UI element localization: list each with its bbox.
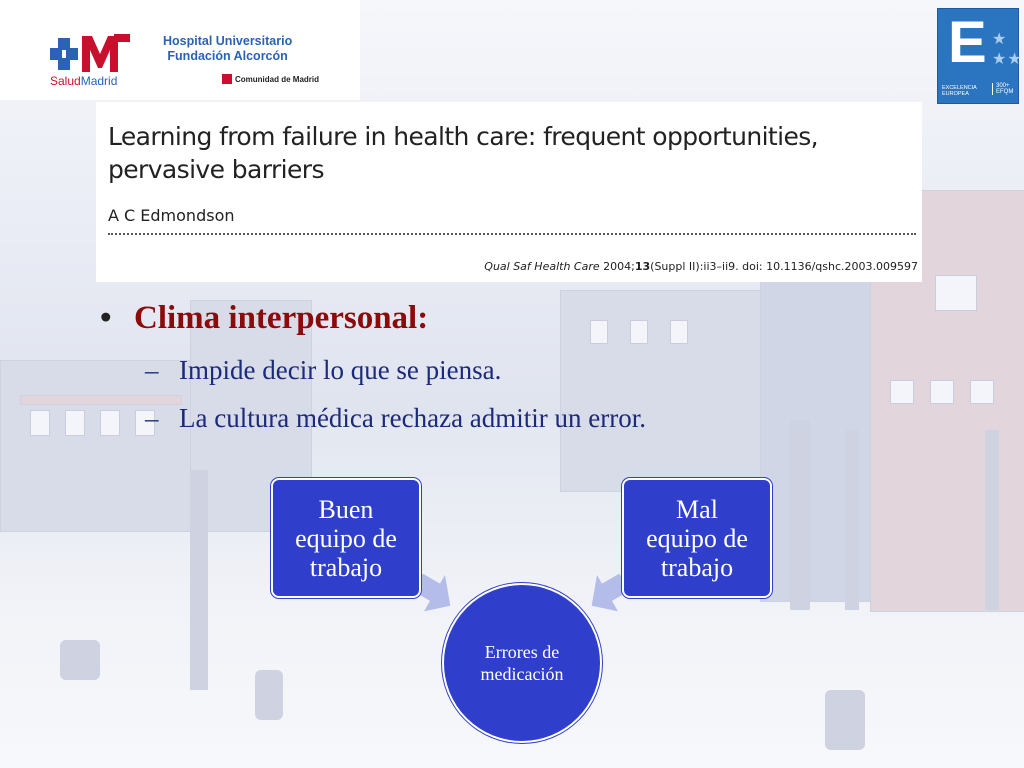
header-logos [0,0,360,100]
node-medication-errors: Errores de medicación [442,583,602,743]
paper-author: A C Edmondson [108,206,235,225]
salud-madrid-logo-text: SaludMadrid [50,74,118,88]
efqm-badge: E ★ ★★ EXCELENCIA EUROPEA 300+ EFQM [937,8,1019,104]
dotted-divider [108,233,916,235]
stars-icon: ★ ★★ [992,31,1023,68]
paper-title: Learning from failure in health care: frequent opportunities, pervasive barriers [108,122,819,184]
sub-bullet: – La cultura médica rechaza admitir un error. [145,403,647,433]
comunidad-madrid-icon [222,74,232,84]
comunidad-madrid-logo: Comunidad de Madrid [222,74,319,84]
node-good-teamwork: Buen equipo de trabajo [271,478,421,598]
sub-bullet: – Impide decir lo que se piensa. [145,355,502,385]
salud-madrid-cross-m-icon [48,34,132,74]
node-bad-teamwork: Mal equipo de trabajo [622,478,772,598]
paper-citation: Qual Saf Health Care 2004;13(Suppl II):ii3–ii9. doi: 10.1136/qshc.2003.009597 [484,260,918,273]
paper-reference [96,102,922,282]
bullet-heading: • Clima interpersonal: [100,300,429,336]
hospital-name: Hospital Universitario Fundación Alcorcón [163,34,293,63]
